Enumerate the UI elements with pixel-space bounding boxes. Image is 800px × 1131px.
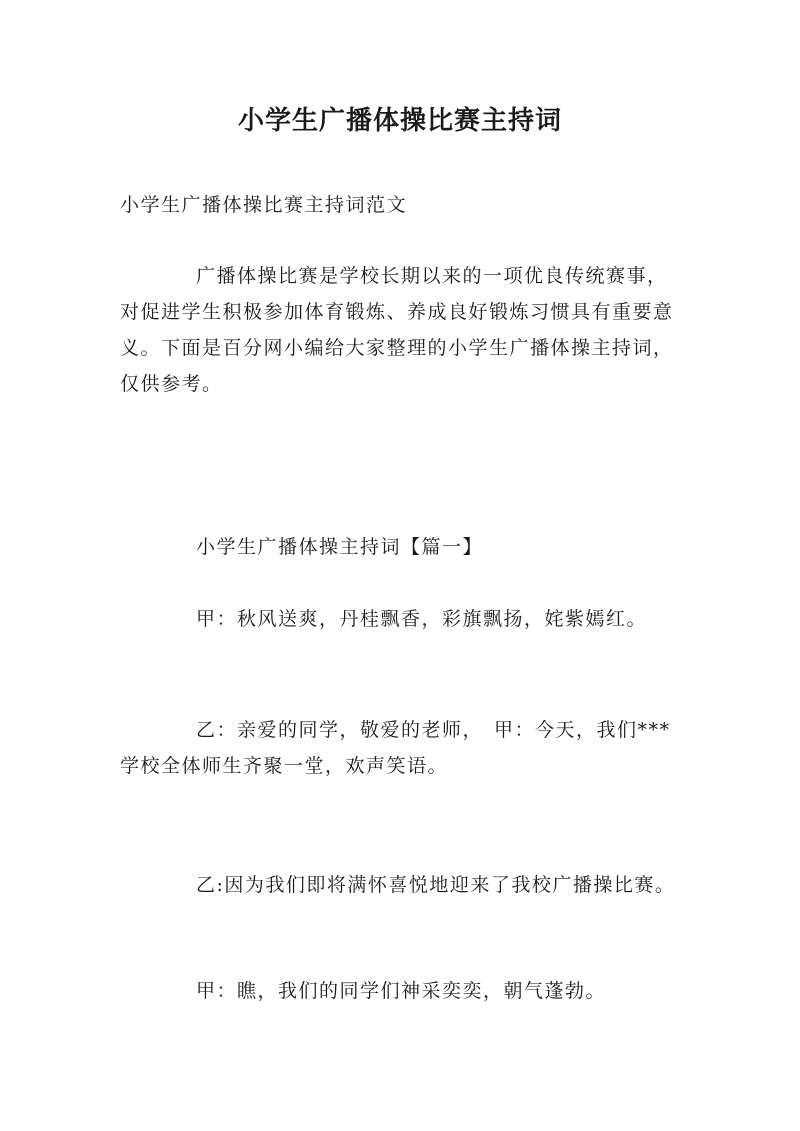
dialogue-line: 甲：秋风送爽，丹桂飘香，彩旗飘扬，姹紫嫣红。 [196, 608, 648, 630]
section-heading: 小学生广播体操主持词【篇一】 [196, 536, 484, 558]
document-title: 小学生广播体操比赛主持词 [237, 106, 562, 136]
dialogue-line: 甲：瞧，我们的同学们神采奕奕，朝气蓬勃。 [196, 980, 607, 1002]
document-subtitle: 小学生广播体操比赛主持词范文 [120, 194, 408, 216]
dialogue-line: 乙：亲爱的同学，敬爱的老师， 甲：今天，我们***学校全体师生齐聚一堂，欢声笑语。 [120, 719, 671, 777]
intro-paragraph: 广播体操比赛是学校长期以来的一项优良传统赛事，对促进学生积极参加体育锻炼、养成良好锻炼习惯具有重要意义。下面是百分网小编给大家整理的小学生广播体操主持词，仅供参考。 [120, 265, 674, 395]
dialogue-line: 乙:因为我们即将满怀喜悦地迎来了我校广播操比赛。 [196, 874, 676, 896]
